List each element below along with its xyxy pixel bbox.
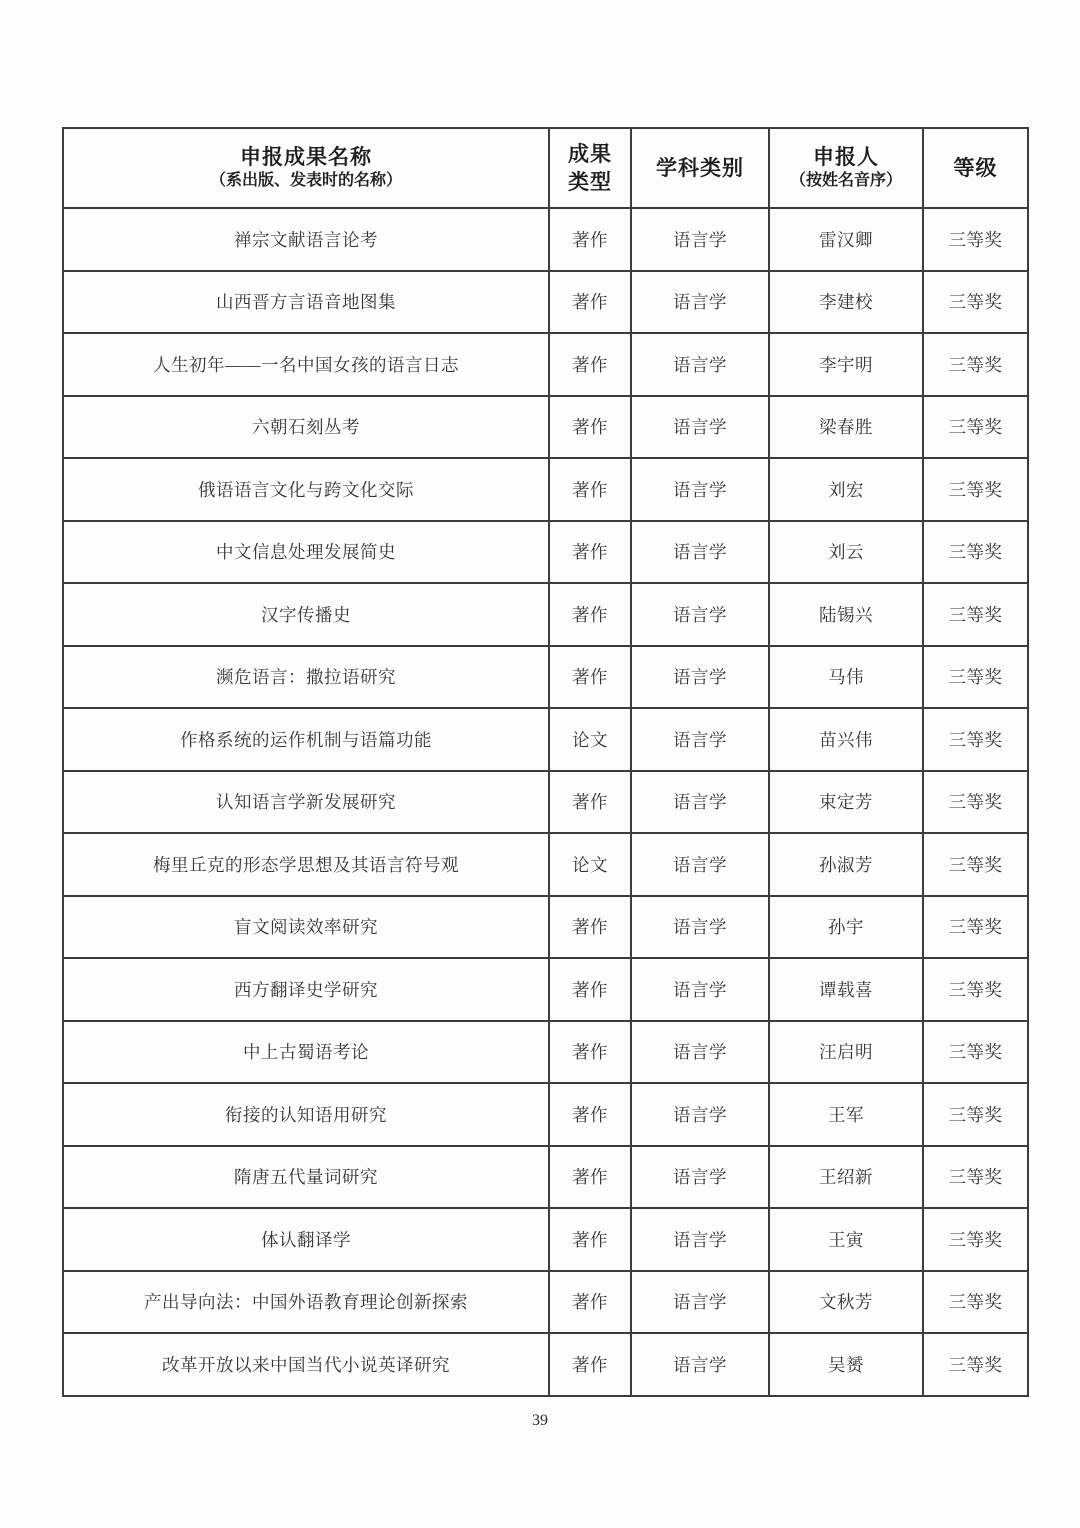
table-row [63,396,1028,459]
result-type-cell: 著作 [549,271,631,334]
table-row [63,271,1028,334]
result-subject-cell: 语言学 [631,1208,769,1271]
result-subject-cell: 语言学 [631,958,769,1021]
result-type-cell: 论文 [549,708,631,771]
result-subject-cell: 语言学 [631,396,769,459]
result-applicant-cell: 孙淑芳 [769,833,923,896]
result-subject-cell: 语言学 [631,771,769,834]
result-type-cell: 著作 [549,1146,631,1209]
result-grade-cell: 三等奖 [923,521,1028,584]
result-subject-cell: 语言学 [631,1021,769,1084]
result-grade-cell: 三等奖 [923,1333,1028,1396]
result-applicant-cell: 王寅 [769,1208,923,1271]
result-applicant-cell: 刘云 [769,521,923,584]
result-name-cell: 认知语言学新发展研究 [63,771,549,834]
column-header-applicant-title: 申报人 [813,145,879,170]
column-header-name-subtitle: （系出版、发表时的名称） [209,171,402,189]
column-header-name [63,128,549,208]
result-grade-cell: 三等奖 [923,396,1028,459]
column-header-applicant [769,128,923,208]
table-row [63,771,1028,834]
result-name-cell: 山西晋方言语音地图集 [63,271,549,334]
result-subject-cell: 语言学 [631,1333,769,1396]
table-row [63,646,1028,709]
result-type-cell: 论文 [549,833,631,896]
result-type-cell: 著作 [549,208,631,271]
result-applicant-cell: 王绍新 [769,1146,923,1209]
result-subject-cell: 语言学 [631,521,769,584]
result-grade-cell: 三等奖 [923,646,1028,709]
result-name-cell: 改革开放以来中国当代小说英译研究 [63,1333,549,1396]
result-grade-cell: 三等奖 [923,708,1028,771]
result-applicant-cell: 雷汉卿 [769,208,923,271]
table-row [63,583,1028,646]
result-name-cell: 汉字传播史 [63,583,549,646]
result-applicant-cell: 王军 [769,1083,923,1146]
table-row [63,1146,1028,1209]
table-row [63,1083,1028,1146]
result-name-cell: 中上古蜀语考论 [63,1021,549,1084]
result-type-cell: 著作 [549,1021,631,1084]
result-type-cell: 著作 [549,396,631,459]
result-grade-cell: 三等奖 [923,208,1028,271]
result-grade-cell: 三等奖 [923,1208,1028,1271]
result-subject-cell: 语言学 [631,583,769,646]
result-type-cell: 著作 [549,646,631,709]
result-grade-cell: 三等奖 [923,271,1028,334]
result-name-cell: 盲文阅读效率研究 [63,896,549,959]
column-header-name-title: 申报成果名称 [240,145,372,170]
header-row [63,128,1028,208]
result-grade-cell: 三等奖 [923,958,1028,1021]
result-subject-cell: 语言学 [631,896,769,959]
result-name-cell: 体认翻译学 [63,1208,549,1271]
column-header-subject-title: 学科类别 [656,155,744,180]
result-type-cell: 著作 [549,896,631,959]
result-grade-cell: 三等奖 [923,583,1028,646]
result-applicant-cell: 文秋芳 [769,1271,923,1334]
result-applicant-cell: 马伟 [769,646,923,709]
result-subject-cell: 语言学 [631,833,769,896]
result-grade-cell: 三等奖 [923,771,1028,834]
result-name-cell: 禅宗文献语言论考 [63,208,549,271]
result-type-cell: 著作 [549,1083,631,1146]
result-type-cell: 著作 [549,521,631,584]
result-grade-cell: 三等奖 [923,458,1028,521]
table-row [63,521,1028,584]
result-name-cell: 人生初年——一名中国女孩的语言日志 [63,333,549,396]
result-type-cell: 著作 [549,583,631,646]
table-row [63,1333,1028,1396]
result-applicant-cell: 刘宏 [769,458,923,521]
result-applicant-cell: 吴赟 [769,1333,923,1396]
result-applicant-cell: 束定芳 [769,771,923,834]
result-grade-cell: 三等奖 [923,1021,1028,1084]
table-header [63,128,1028,208]
result-subject-cell: 语言学 [631,1271,769,1334]
result-subject-cell: 语言学 [631,1083,769,1146]
table-row [63,833,1028,896]
result-applicant-cell: 苗兴伟 [769,708,923,771]
result-applicant-cell: 孙宇 [769,896,923,959]
result-applicant-cell: 李宇明 [769,333,923,396]
result-type-cell: 著作 [549,958,631,1021]
column-header-grade [923,128,1028,208]
result-type-cell: 著作 [549,333,631,396]
column-header-type [549,128,631,208]
result-name-cell: 产出导向法：中国外语教育理论创新探索 [63,1271,549,1334]
table-body [63,208,1028,1396]
result-name-cell: 西方翻译史学研究 [63,958,549,1021]
result-subject-cell: 语言学 [631,1146,769,1209]
result-name-cell: 中文信息处理发展简史 [63,521,549,584]
result-subject-cell: 语言学 [631,458,769,521]
result-grade-cell: 三等奖 [923,896,1028,959]
awards-table [62,127,1029,1397]
result-type-cell: 著作 [549,771,631,834]
result-name-cell: 衔接的认知语用研究 [63,1083,549,1146]
result-subject-cell: 语言学 [631,333,769,396]
result-applicant-cell: 李建校 [769,271,923,334]
table-row [63,208,1028,271]
result-type-cell: 著作 [549,1208,631,1271]
result-type-cell: 著作 [549,1333,631,1396]
result-grade-cell: 三等奖 [923,1083,1028,1146]
result-subject-cell: 语言学 [631,271,769,334]
table-row [63,896,1028,959]
column-header-subject [631,128,769,208]
table-row [63,708,1028,771]
result-name-cell: 濒危语言：撒拉语研究 [63,646,549,709]
table-row [63,458,1028,521]
result-subject-cell: 语言学 [631,208,769,271]
result-type-cell: 著作 [549,458,631,521]
table-row [63,1271,1028,1334]
result-name-cell: 隋唐五代量词研究 [63,1146,549,1209]
result-applicant-cell: 梁春胜 [769,396,923,459]
result-name-cell: 梅里丘克的形态学思想及其语言符号观 [63,833,549,896]
table-row [63,1208,1028,1271]
result-grade-cell: 三等奖 [923,1146,1028,1209]
result-applicant-cell: 汪启明 [769,1021,923,1084]
column-header-applicant-subtitle: （按姓名音序） [789,171,902,189]
result-applicant-cell: 陆锡兴 [769,583,923,646]
table-row [63,333,1028,396]
page-number: 39 [532,1412,548,1429]
result-name-cell: 俄语语言文化与跨文化交际 [63,458,549,521]
column-header-type-title: 成果类型 [567,141,612,194]
result-subject-cell: 语言学 [631,646,769,709]
result-type-cell: 著作 [549,1271,631,1334]
table-row [63,958,1028,1021]
result-grade-cell: 三等奖 [923,833,1028,896]
result-applicant-cell: 谭载喜 [769,958,923,1021]
result-subject-cell: 语言学 [631,708,769,771]
column-header-grade-title: 等级 [953,155,998,180]
result-name-cell: 作格系统的运作机制与语篇功能 [63,708,549,771]
result-grade-cell: 三等奖 [923,1271,1028,1334]
table-row [63,1021,1028,1084]
result-grade-cell: 三等奖 [923,333,1028,396]
result-name-cell: 六朝石刻丛考 [63,396,549,459]
